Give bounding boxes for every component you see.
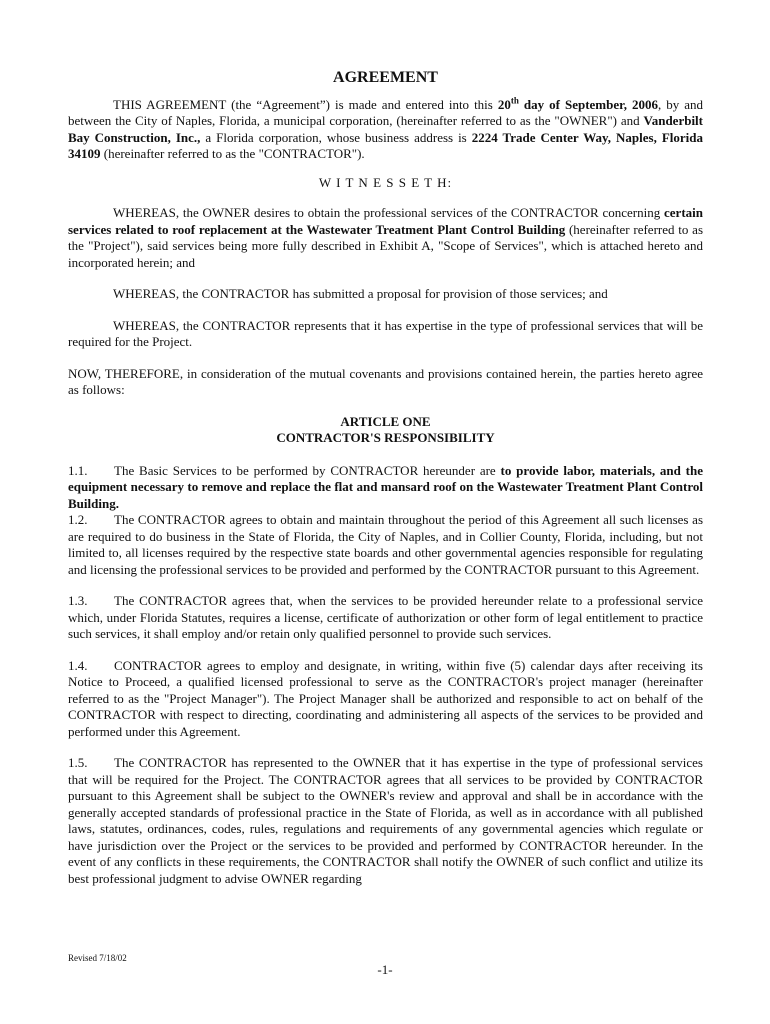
section-1-1: 1.1. The Basic Services to be performed by CONTRACTOR hereunder are to provide labor, materials, and the equipment necessary to remove and replace the flat and mansard roof on the Wastewater Treatment Plant Control Building. <box>68 462 703 511</box>
section-1-2: 1.2. The CONTRACTOR agrees to obtain and maintain throughout the period of this Agreement all such licenses as are required to do business in the State of Florida, the City of Naples, and in Collier County, Florida, including, but not limited to, all licenses required by the respective state boards and other governmental agencies responsible for regulating and licensing the professional services to be provided and performed by the CONTRACTOR pursuant to this Agreement. <box>68 512 703 577</box>
contractor-name: Vanderbilt Bay Construction, Inc., <box>68 113 703 145</box>
whereas-paragraph-2: WHEREAS, the CONTRACTOR has submitted a proposal for provision of those services; and <box>113 286 608 301</box>
whereas-paragraph-3: WHEREAS, the CONTRACTOR represents that it has expertise in the type of professional services that will be required for the Project. <box>68 317 703 349</box>
article-heading <box>68 414 703 447</box>
contractor-address: 2224 Trade Center Way, Naples, Florida 34109 <box>68 129 703 161</box>
agreement-date: 20th day of September, 2006 <box>497 95 658 112</box>
page-number: -1- <box>377 962 393 977</box>
whereas-paragraph-1: WHEREAS, the OWNER desires to obtain the professional services of the CONTRACTOR concerning certain services related to roof replacement at the Wastewater Treatment Plant Control Building (hereinafter referred to as the "Project"), said services being more fully described in Exhibit A, "Scope of Services", which is attached hereto and incorporated herein; and <box>68 205 703 270</box>
article-title: ARTICLE ONE <box>340 413 431 429</box>
article-subtitle: CONTRACTOR'S RESPONSIBILITY <box>276 430 495 445</box>
revision-note: Revised 7/18/02 <box>68 953 127 963</box>
section-1-4: 1.4. CONTRACTOR agrees to employ and designate, in writing, within five (5) calendar days after receiving its Notice to Proceed, a qualified licensed professional to serve as the CONTRACTOR's project manager (hereinafter referred to as the "Project Manager"). The Project Manager shall be authorized and responsible to act on behalf of the CONTRACTOR with respect to directing, coordinating and administering all aspects of the services to be provided and performed under this Agreement. <box>68 657 703 739</box>
section-1-3: 1.3. The CONTRACTOR agrees that, when the services to be provided hereunder relate to a professional service which, under Florida Statutes, requires a license, certificate of authorization or other form of legal entitlement to practice such services, it shall employ and/or retain only qualified personnel to provide such services. <box>68 593 703 641</box>
witnesseth-heading: W I T N E S S E T H: <box>318 174 453 190</box>
intro-paragraph: THIS AGREEMENT (the “Agreement”) is made and entered into this 20th day of September, 2006, by and between the City of Naples, Florida, a municipal corporation, (hereinafter referred to as the "OWNER") and Vanderbilt Bay Construction, Inc., a Florida corporation, whose business address is 2224 Trade Center Way, Naples, Florida 34109 (hereinafter referred to as the "CONTRACTOR"). <box>68 95 703 161</box>
now-therefore-paragraph: NOW, THEREFORE, in consideration of the mutual covenants and provisions contained herein, the parties hereto agree as follows: <box>68 365 703 397</box>
document-title: AGREEMENT <box>333 69 438 86</box>
section-1-5: 1.5. The CONTRACTOR has represented to the OWNER that it has expertise in the type of professional services that will be required for the Project. The CONTRACTOR agrees that all services to be provided by CONTRACTOR pursuant to this Agreement shall be subject to the OWNER's review and approval and shall be in accordance with the generally accepted standards of professional practice in the State of Florida, as well as in accordance with all published laws, statutes, ordinances, codes, rules, regulations and requirements of any governmental agencies which regulate or have jurisdiction over the Project or the services to be provided and performed by CONTRACTOR hereunder. In the event of any conflicts in these requirements, the CONTRACTOR shall notify the OWNER of such conflict and utilize its best professional judgment to advise OWNER regarding <box>68 755 703 886</box>
